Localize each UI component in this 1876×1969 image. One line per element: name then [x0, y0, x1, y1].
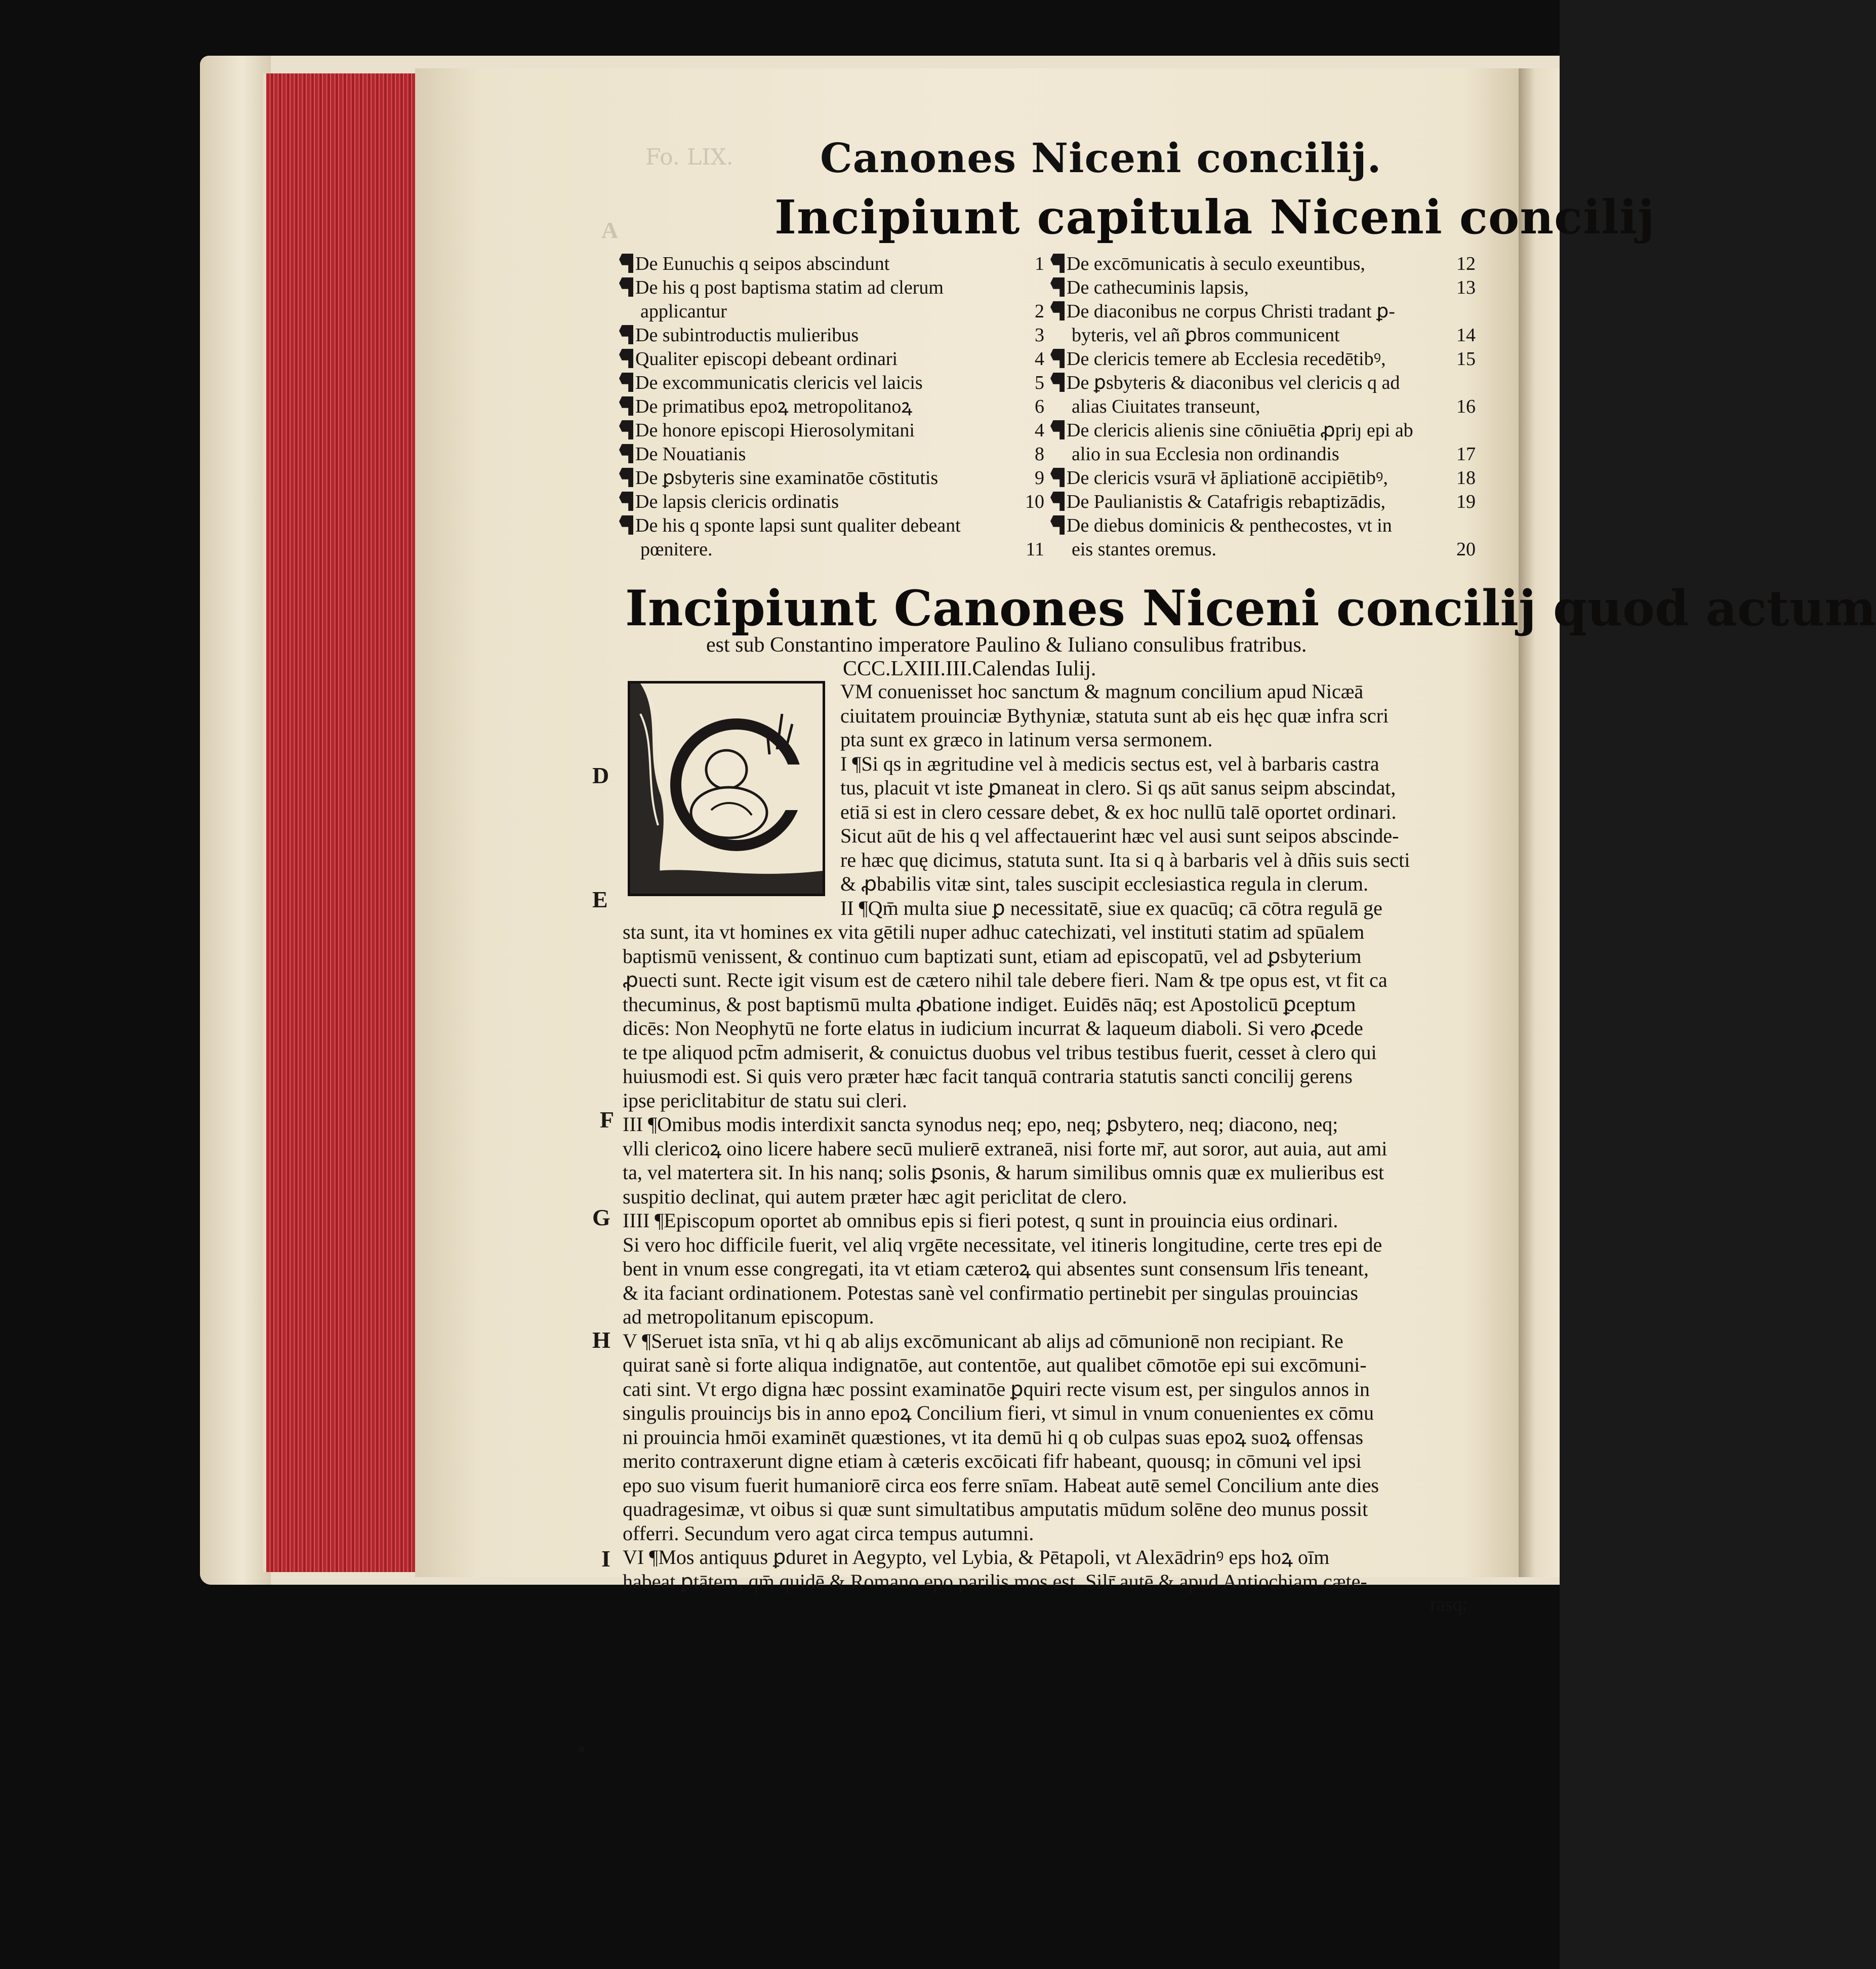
canon-text-block-2 — [623, 920, 1463, 1593]
toc-entry-label: De subintroductis mulieribus — [635, 325, 859, 346]
red-page-edges — [263, 73, 418, 1572]
toc-entry-number: 11 — [1026, 539, 1044, 560]
pilcrow-icon — [1050, 468, 1065, 487]
text-line: ni prouincia hmōi examinēt quæstiones, vt ita demū hi q ob culpas suas epoꝝ suoꝝ offensas — [623, 1425, 1364, 1449]
toc-entry-text — [1050, 252, 1365, 276]
pilcrow-icon — [619, 349, 633, 368]
text-line: re hæc quę dicimus, statuta sunt. Ita si q à barbaris vel à dñis suis secti — [840, 848, 1410, 871]
toc-entry-label: De Nouatianis — [635, 444, 746, 465]
toc-entry — [619, 300, 1044, 324]
toc-entry — [619, 347, 1044, 371]
pilcrow-icon — [1050, 254, 1065, 273]
toc-entry-text — [1050, 371, 1400, 395]
text-line: Sicut aūt de his q vel affectauerint hæc vel ausi sunt seipos abscinde- — [840, 824, 1399, 847]
toc-entry-text — [1050, 443, 1339, 466]
canon-text-block-1 — [840, 679, 1468, 920]
toc-entry — [1050, 443, 1476, 466]
canons-title: Incipiunt Canones Niceni concilij quod actum — [625, 580, 1876, 637]
margin-letter-g: G — [592, 1204, 610, 1230]
toc-entry-number: 4 — [1035, 348, 1044, 370]
toc-entry-number: 12 — [1456, 253, 1476, 274]
text-line: II ¶Qm̄ multa siue ꝑ necessitatē, siue ex quacūq; cā cōtra regulā ge — [840, 896, 1382, 919]
toc-entry — [619, 371, 1044, 395]
toc-entry — [619, 419, 1044, 443]
margin-letter-h: H — [592, 1327, 610, 1353]
pilcrow-icon — [619, 373, 633, 392]
toc-entry-label: De clericis temere ab Ecclesia recedētibꝰ, — [1067, 348, 1386, 370]
toc-entry-text — [1050, 347, 1386, 371]
pilcrow-icon — [619, 468, 633, 487]
toc-entry-text — [619, 347, 898, 371]
toc-entry-number: 19 — [1456, 491, 1476, 512]
running-head: Canones Niceni concilij. — [820, 134, 1382, 182]
canons-date: CCC.LXIII.III.Calendas Iulij. — [843, 657, 1096, 680]
text-line: tus, placuit vt iste ꝑmaneat in clero. Si qs aūt sanus seipm abscindat, — [840, 776, 1396, 799]
toc-entry-text — [1050, 419, 1413, 443]
toc-entry-number: 18 — [1456, 467, 1476, 489]
text-line: epo suo visum fuerit humaniorē circa eos ferre snīam. Habeat autē semel Concilium ante dies — [623, 1473, 1379, 1497]
toc-entry-text — [619, 466, 938, 490]
text-line: ad metropolitanum episcopum. — [623, 1305, 874, 1328]
pilcrow-icon — [1050, 420, 1065, 439]
text-line: ꝓuecti sunt. Recte igit visum est de cætero nihil tale debere fieri. Nam & tpe opus est, vt fit ca — [623, 969, 1388, 991]
toc-entry-label: De diebus dominicis & penthecostes, vt in — [1067, 515, 1392, 536]
toc-entry-text — [1050, 395, 1260, 419]
toc-entry-label: De clericis alienis sine cōniuētia ꝓpriȷ epi ab — [1067, 420, 1413, 441]
pilcrow-icon — [619, 492, 633, 511]
pilcrow-icon — [619, 325, 633, 344]
text-line: pta sunt ex græco in latinum versa sermonem. — [840, 728, 1213, 751]
text-line: I ¶Si qs in ægritudine vel à medicis sectus est, vel à barbaris castra — [840, 752, 1379, 775]
toc-entry — [1050, 466, 1476, 490]
toc-entry — [1050, 347, 1476, 371]
toc-entry-number: 17 — [1456, 444, 1476, 465]
toc-entry-label: alias Ciuitates transeunt, — [1072, 396, 1260, 417]
toc-entry-label: De his q post baptisma statim ad clerum — [635, 277, 944, 298]
toc-entry-number: 16 — [1456, 396, 1476, 417]
toc-entry-text — [619, 252, 889, 276]
toc-entry-number: 9 — [1035, 467, 1044, 489]
toc-entry-text — [1050, 490, 1385, 514]
text-line: VM conuenisset hoc sanctum & magnum concilium apud Nicæā — [840, 680, 1364, 703]
toc-entry — [619, 490, 1044, 514]
text-line: IIII ¶Episcopum oportet ab omnibus epis si fieri potest, q sunt in prouincia eius ordinari. — [623, 1209, 1338, 1232]
text-line: quirat sanè si forte aliqua indignatōe, aut contentōe, aut qualibet cōmotōe epi sui excōmuni- — [623, 1353, 1367, 1376]
toc-entry-text — [1050, 466, 1388, 490]
text-line: ciuitatem prouinciæ Bythyniæ, statuta sunt ab eis hęc quæ infra scri — [840, 704, 1389, 727]
text-line: dicēs: Non Neophytū ne forte elatus in iudicium incurrat & laqueum diaboli. Si vero ꝓcede — [623, 1017, 1363, 1039]
toc-entry — [619, 276, 1044, 300]
toc-entry-number: 6 — [1035, 396, 1044, 417]
pilcrow-icon — [619, 444, 633, 463]
toc-entry-label: De Paulianistis & Catafrigis rebaptizādis, — [1067, 491, 1386, 512]
toc-left-column — [619, 252, 1044, 561]
toc-entry — [1050, 538, 1476, 561]
chapter-title: Incipiunt capitula Niceni concilij — [774, 190, 1655, 245]
text-line: sta sunt, ita vt homines ex vita gētili nuper adhuc catechizati, vel instituti statim ad spūalem — [623, 920, 1365, 943]
pilcrow-icon — [619, 515, 633, 535]
toc-entry — [1050, 490, 1476, 514]
text-line: baptismū venissent, & continuo cum baptizati sunt, etiam ad episcopatū, vel ad ꝑsbyterium — [623, 944, 1362, 968]
toc-entry-text — [619, 538, 712, 561]
toc-entry-text — [1050, 276, 1249, 300]
toc-entry-label: De lapsis clericis ordinatis — [635, 491, 839, 512]
toc-entry-text — [1050, 514, 1392, 538]
pilcrow-icon — [1050, 301, 1065, 320]
text-line: bent in vnum esse congregati, ita vt etiam cæteroꝝ qui absentes sunt consensum lr̄is teneant, — [623, 1257, 1369, 1280]
toc-right-column — [1050, 252, 1476, 561]
toc-entry-text — [619, 419, 915, 443]
toc-entry-number: 1 — [1035, 253, 1044, 274]
toc-entry-label: applicantur — [640, 301, 727, 322]
toc-entry-label: De his q sponte lapsi sunt qualiter debeant — [635, 515, 961, 536]
text-line: offerri. Secundum vero agat circa tempus autumni. — [623, 1521, 1034, 1545]
toc-entry-number: 10 — [1025, 491, 1044, 512]
initial-woodcut-icon — [630, 684, 823, 894]
toc-entry-text — [619, 324, 859, 347]
toc-entry-label: Qualiter episcopi debeant ordinari — [635, 348, 898, 370]
toc-entry-number: 20 — [1456, 539, 1476, 560]
decorated-initial — [628, 681, 825, 896]
toc-entry-number: 2 — [1035, 301, 1044, 322]
toc-entry-label: De diaconibus ne corpus Christi tradant ꝑ- — [1067, 301, 1395, 322]
toc-entry-text — [619, 371, 923, 395]
toc-entry-text — [619, 443, 746, 466]
toc-entry — [619, 466, 1044, 490]
toc-entry-number: 4 — [1035, 420, 1044, 441]
toc-entry — [619, 514, 1044, 538]
pilcrow-icon — [1050, 515, 1065, 535]
toc-entry — [1050, 300, 1476, 324]
text-line: te tpe aliquod pct̄m admiserit, & conuictus duobus vel tribus testibus fuerit, cesset à clero qui — [623, 1040, 1377, 1064]
text-line: V ¶Seruet ista snīa, vt hi q ab aliȷs excōmunicant ab aliȷs ad cōmunionē non recipiant. Re — [623, 1329, 1343, 1352]
toc-entry-label: De ꝑsbyteris sine examinatōe cōstitutis — [635, 467, 939, 489]
pilcrow-icon — [1050, 349, 1065, 368]
toc-entry-text — [1050, 300, 1395, 324]
toc-entry-number: 15 — [1456, 348, 1476, 370]
toc-entry — [1050, 252, 1476, 276]
vellum-binding — [200, 56, 271, 1585]
toc-entry-number: 14 — [1456, 325, 1476, 346]
pilcrow-icon — [619, 254, 633, 273]
text-line: etiā si est in clero cessare debet, & ex hoc nullū talē oportet ordinari. — [840, 800, 1397, 823]
text-line: merito contraxerunt digne etiam à cæteris excōicati fifr habeant, quousq; in cōmuni vel ipsi — [623, 1450, 1362, 1472]
toc-entry — [1050, 371, 1476, 395]
toc-entry-label: De honore episcopi Hierosolymitani — [635, 420, 915, 441]
toc-entry-text — [1050, 538, 1216, 561]
pilcrow-icon — [619, 396, 633, 416]
toc-entry-text — [1050, 324, 1340, 347]
text-line: & ita faciant ordinationem. Potestas sanè vel confirmatio pertinebit per singulas prouincias — [623, 1281, 1358, 1304]
pilcrow-icon — [619, 420, 633, 439]
margin-letter-e: E — [592, 887, 608, 912]
text-line: thecuminus, & post baptismū multa ꝓbatione indiget. Euidēs nāq; est Apostolicū ꝑceptum — [623, 992, 1356, 1016]
catchword: rasq; — [1430, 1594, 1467, 1615]
toc-entry — [1050, 324, 1476, 347]
toc-entry-label: De excommunicatis clericis vel laicis — [635, 372, 923, 393]
toc-entry — [619, 538, 1044, 561]
toc-entry-text — [619, 276, 944, 300]
margin-letter-f: F — [600, 1107, 615, 1133]
folio-number: Fo. LIX. — [645, 144, 733, 170]
facing-page-edge — [1519, 68, 1560, 1577]
toc-entry-text — [619, 514, 961, 538]
text-line: Si vero hoc difficile fuerit, vel aliq vrgēte necessitate, vel itineris longitudine, certe tres epi de — [623, 1233, 1382, 1256]
pilcrow-icon — [1050, 277, 1065, 297]
text-line: huiusmodi est. Si quis vero præter hæc facit tanquā contraria statutis sancti concilij gerens — [623, 1065, 1353, 1088]
text-line: quadragesimæ, vt oibus si quæ sunt simultatibus amputatis mūdum solēne deo munus possit — [623, 1498, 1368, 1520]
margin-letter-d: D — [592, 762, 609, 788]
text-line: cati sint. Vt ergo digna hæc possint examinatōe ꝑquiri recte visum est, per singulos annos in — [623, 1377, 1370, 1400]
text-line: III ¶Omibus modis interdixit sancta synodus neq; epo, neq; ꝑsbytero, neq; diacono, neq; — [623, 1113, 1338, 1136]
text-line: habeat ꝑtātem, qm̄ quidē & Romano epo parilis mos est. Silr̄ autē & apud Antiochiam cæte- — [623, 1570, 1367, 1593]
toc-entry-number: 8 — [1035, 444, 1044, 465]
text-line: VI ¶Mos antiquus ꝑduret in Aegypto, vel Lybia, & Pētapoli, vt Alexādrinꝰ eps hoꝝ oīm — [623, 1546, 1330, 1569]
text-line: vlli clericoꝝ oino licere habere secū mulierē extraneā, nisi forte mr̄, aut soror, aut auia, aut ami — [623, 1137, 1388, 1160]
text-line: & ꝓbabilis vitæ sint, tales suscipit ecclesiastica regula in clerum. — [840, 872, 1368, 895]
toc-entry-label: eis stantes oremus. — [1072, 539, 1217, 560]
toc-entry-label: De ꝑsbyteris & diaconibus vel clericis q ad — [1067, 372, 1400, 393]
toc-entry — [1050, 419, 1476, 443]
toc-entry-text — [619, 490, 839, 514]
toc-entry-label: De cathecuminis lapsis, — [1067, 277, 1249, 298]
toc-entry-label: De clericis vsurā vł āpliationē accipiētibꝰ, — [1067, 467, 1388, 489]
toc-entry-number: 13 — [1456, 277, 1476, 298]
toc-entry-label: pœnitere. — [640, 539, 713, 560]
toc-entry-label: byteris, vel añ ꝑbros communicent — [1072, 325, 1340, 346]
toc-entry-number: 3 — [1035, 325, 1044, 346]
ink-speck — [579, 1746, 585, 1753]
toc-entry-label: De primatibus epoꝝ metropolitanoꝝ — [635, 396, 913, 417]
toc-entry-text — [619, 300, 727, 324]
toc-entry-label: alio in sua Ecclesia non ordinandis — [1072, 444, 1339, 465]
toc-entry-number: 5 — [1035, 372, 1044, 393]
toc-entry-label: De Eunuchis q seipos abscindunt — [635, 253, 890, 274]
canons-subtitle: est sub Constantino imperatore Paulino & Iuliano consulibus fratribus. — [706, 633, 1307, 657]
toc-entry — [1050, 395, 1476, 419]
text-line: suspitio declinat, qui autem præter hæc agit periclitat de clero. — [623, 1185, 1127, 1208]
text-line: ipse periclitabitur de statu sui cleri. — [623, 1089, 908, 1112]
margin-letter-a: A — [601, 217, 619, 243]
text-line: ta, vel matertera sit. In his nanq; solis ꝑsonis, & harum similibus omnis quæ ex mulieribus est — [623, 1161, 1384, 1184]
toc-entry — [619, 324, 1044, 347]
pilcrow-icon — [1050, 492, 1065, 511]
pilcrow-icon — [1050, 373, 1065, 392]
margin-letter-i: I — [601, 1546, 610, 1572]
toc-entry — [1050, 276, 1476, 300]
toc-entry-label: De excōmunicatis à seculo exeuntibus, — [1067, 253, 1365, 274]
toc-entry — [619, 395, 1044, 419]
toc-entry-text — [619, 395, 912, 419]
toc-entry — [619, 443, 1044, 466]
toc-entry — [1050, 514, 1476, 538]
text-line: singulis prouinciȷs bis in anno epoꝝ Concilium fieri, vt simul in vnum conuenientes ex cōmu — [623, 1401, 1374, 1424]
pilcrow-icon — [619, 277, 633, 297]
toc-entry — [619, 252, 1044, 276]
